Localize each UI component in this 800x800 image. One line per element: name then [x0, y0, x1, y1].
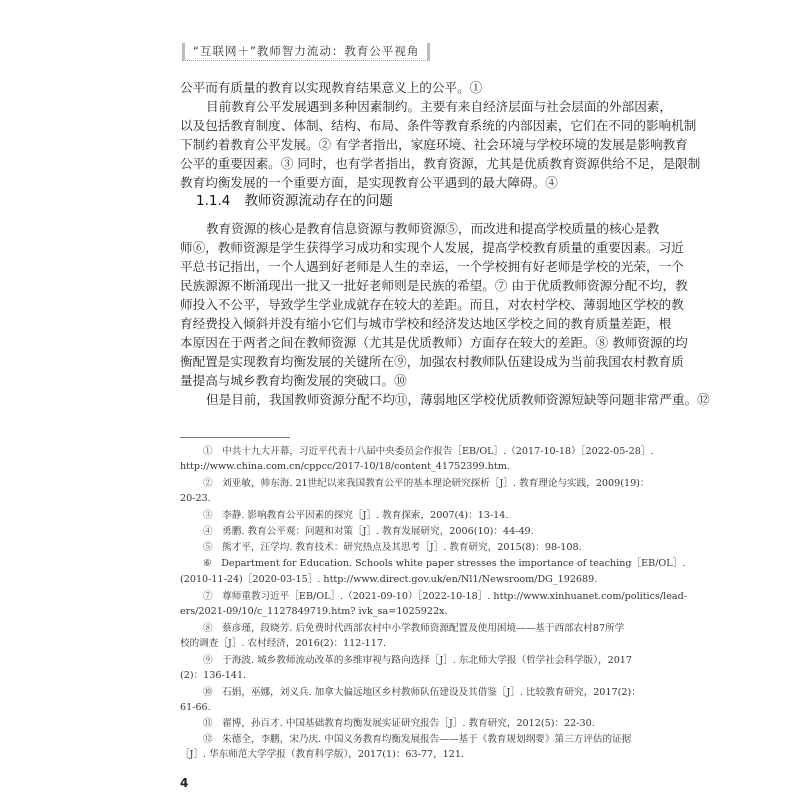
section-title: 教师资源流动存在的问题 — [244, 193, 393, 209]
body-line: 师⑥，教师资源是学生获得学习成功和实现个人发展，提高学校教育质量的重要因素。习近 — [180, 240, 684, 255]
footnote-line: ers/2021-09/10/c_1127849719.htm? ivk_sa=1025922x. — [180, 606, 448, 617]
footnote-line: ⑧ 蔡彦瑾，段晓芳. 后免费时代西部农村中小学教师资源配置及使用困境——基于西部农村87所学 — [203, 623, 625, 634]
footnote-line: ⑩ 石娟，巫娜，刘义兵. 加拿大偏远地区乡村教师队伍建设及其借鉴［J］. 比较教育研究，2017(2)： — [203, 687, 641, 698]
section-number: 1.1.4 — [196, 193, 231, 209]
running-head: “互联网＋”教师智力流动：教育公平视角 — [182, 43, 430, 61]
body-line: 公平的重要因素。③ 同时，也有学者指出，教育资源，尤其是优质教育资源供给不足，是限制 — [180, 156, 701, 171]
body-line: 育经费投入倾斜并没有缩小它们与城市学校和经济发达地区学校之间的教育质量差距，根 — [180, 316, 672, 331]
body-line: 民族源源不断涌现出一批又一批好老师则是民族的希望。⑦ 由于优质教师资源分配不均，教 — [180, 278, 688, 293]
footnote-line: ⑦ 尊师重教习近平［EB/OL］.（2021-09-10）［2022-10-18］. http://www.xinhuanet.com/politics/lead- — [203, 591, 688, 602]
footnote-line: ③ 李静. 影响教育公平因素的探究［J］. 教育探索，2007(4)：13-14. — [203, 510, 509, 521]
page-number: 4 — [180, 776, 189, 790]
footnote-line: 61-66. — [180, 702, 211, 713]
body-line: 量提高与城乡教育均衡发展的突破口。⑩ — [180, 373, 407, 388]
body-line: 平总书记指出，一个人遇到好老师是人生的幸运，一个学校拥有好老师是学校的光荣，一个 — [180, 259, 684, 274]
body-line: 衡配置是实现教育均衡发展的关键所在⑨，加强农村教师队伍建设成为当前我国农村教育质 — [180, 354, 684, 369]
body-line: 下制约着教育公平发展。② 有学者指出，家庭环境、社会环境与学校环境的发展是影响教育 — [180, 137, 688, 152]
footnote-line: ⑨ 于海波. 城乡教师流动改革的多维审视与路向选择［J］. 东北师大学报（哲学社会科学版），2017 — [203, 655, 633, 666]
footnote-line: (2010-11-24)［2020-03-15］. http://www.direct.gov.uk/en/Nl1/Newsroom/DG_192689. — [180, 574, 598, 585]
footnote-line: ⑥ Department for Education. Schools white paper stresses the importance of teaching［EB/OL］. — [203, 558, 686, 569]
body-line: 但是目前，我国教师资源分配不均⑪，薄弱地区学校优质教师资源短缺等问题非常严重。⑫ — [206, 392, 710, 407]
footnote-line: ［J］. 华东师范大学学报（教育科学版），2017(1)：63-77，121. — [180, 749, 465, 760]
body-line: 本原因在于两者之间在教师资源（尤其是优质教师）方面存在较大的差距。⑧ 教师资源的均 — [180, 335, 688, 350]
footnote-line: ⑪ 翟博，孙百才. 中国基础教育均衡发展实证研究报告［J］. 教育研究，2012(5)：22-30. — [203, 718, 595, 729]
section-heading — [196, 191, 393, 211]
footnote-line: ④ 勇鹏. 教育公平观：问题和对策［J］. 教育发展研究，2006(10)：44-49. — [203, 526, 534, 537]
footnote-line: ① 中共十九大开幕，习近平代表十八届中央委员会作报告［EB/OL］.（2017-10-18）［2022-05-28］. — [203, 446, 654, 457]
footnote-line: (2)：136-141. — [180, 670, 247, 681]
body-line: 公平而有质量的教育以实现教育结果意义上的公平。① — [180, 80, 483, 95]
body-line: 教育均衡发展的一个重要方面，是实现教育公平遇到的最大障碍。④ — [180, 175, 558, 190]
body-line: 目前教育公平发展遇到多种因素制约。主要有来自经济层面与社会层面的外部因素， — [206, 99, 672, 114]
footnote-line: 20-23. — [180, 493, 211, 504]
footnote-line: ⑫ 朱德全，李鹏，宋乃庆. 中国义务教育均衡发展报告——基于《教育规划纲要》第三方评估的证据 — [203, 734, 632, 745]
footnote-line: ⑤ 熊才平，汪学均. 教育技术：研究热点及其思考［J］. 教育研究，2015(8)：98-108. — [203, 542, 582, 553]
footnote-line: http://www.china.com.cn/cppcc/2017-10/18/content_41752399.htm. — [180, 461, 510, 472]
footnote-line: 校的调查［J］. 农村经济，2016(2)：112-117. — [180, 638, 386, 649]
footnote-separator — [180, 437, 290, 438]
body-line: 教育资源的核心是教育信息资源与教师资源⑤，而改进和提高学校质量的核心是教 — [206, 221, 660, 236]
body-line: 师投入不公平，导致学生学业成就存在较大的差距。而且，对农村学校、薄弱地区学校的教 — [180, 297, 684, 312]
body-line: 以及包括教育制度、体制、结构、布局、条件等教育系统的内部因素，它们在不同的影响机制 — [180, 118, 697, 133]
footnote-line: ② 刘亚敏，帅东海. 21世纪以来我国教育公平的基本理论研究探析［J］. 教育理论与实践，2009(19)： — [203, 478, 650, 489]
